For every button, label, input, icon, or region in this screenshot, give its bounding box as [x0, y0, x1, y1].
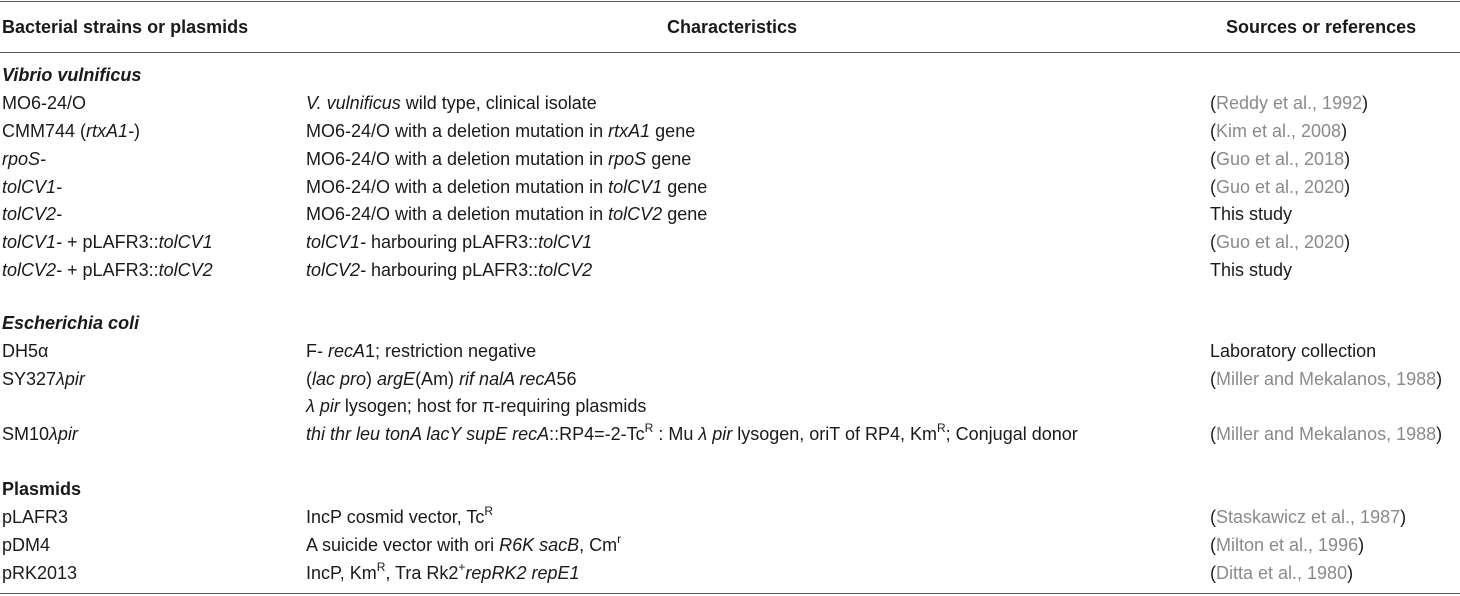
characteristics: MO6-24/O with a deletion mutation in rpoS gene	[306, 149, 692, 169]
characteristics: F- recA1; restriction negative	[306, 341, 537, 361]
reference-link[interactable]: (Staskawicz et al., 1987)	[1210, 507, 1407, 527]
header-strains: Bacterial strains or plasmids	[2, 17, 249, 37]
reference-text: This study	[1210, 260, 1293, 280]
reference-link[interactable]: (Guo et al., 2020)	[1210, 177, 1351, 197]
characteristics: MO6-24/O with a deletion mutation in tolCV2 gene	[306, 204, 708, 224]
characteristics: MO6-24/O with a deletion mutation in rtxA1 gene	[306, 121, 696, 141]
strain-name: SY327λpir	[2, 369, 85, 389]
strain-name: tolCV2-	[2, 204, 63, 224]
characteristics: IncP, $Km^R$, Tra Rk2+repRK2 repE1	[306, 560, 580, 583]
strain-name: tolCV1- + pLAFR3::tolCV1	[2, 232, 213, 252]
strain-name: CMM744 (rtxA1-)	[2, 121, 141, 141]
reference-link[interactable]: (Guo et al., 2020)	[1210, 232, 1351, 252]
header-rule	[0, 52, 1460, 53]
reference-link[interactable]: (Guo et al., 2018)	[1210, 149, 1351, 169]
characteristics: tolCV1- harbouring pLAFR3::tolCV1	[306, 232, 593, 252]
strain-name: tolCV2- + pLAFR3::tolCV2	[2, 260, 213, 280]
reference-link[interactable]: (Milton et al., 1996)	[1210, 535, 1365, 555]
strain-name: SM10λpir	[2, 424, 78, 444]
reference-text: This study	[1210, 204, 1293, 224]
reference-text: Laboratory collection	[1210, 341, 1377, 361]
strain-name: tolCV1-	[2, 177, 63, 197]
header-characteristics: Characteristics	[667, 17, 798, 37]
reference-link[interactable]: (Kim et al., 2008)	[1210, 121, 1348, 141]
reference-link[interactable]: (Miller and Mekalanos, 1988)	[1210, 369, 1443, 389]
characteristics-continued: λ pir lysogen; host for π-requiring plasmids	[306, 396, 647, 416]
characteristics: MO6-24/O with a deletion mutation in tolCV1 gene	[306, 177, 708, 197]
reference-link[interactable]: (Ditta et al., 1980)	[1210, 563, 1354, 583]
characteristics: V. vulnificus wild type, clinical isolate	[306, 93, 597, 113]
strain-name: pLAFR3	[2, 507, 69, 527]
characteristics: thi thr leu tonA lacY supE $recA::RP4=-2-Tc^R$ : Mu λ pir lysogen, oriT of RP4, $Km^R$; Conjugal donor	[306, 421, 1078, 444]
strain-name: pDM4	[2, 535, 51, 555]
header-sources: Sources or references	[1226, 17, 1417, 37]
reference-link[interactable]: (Reddy et al., 1992)	[1210, 93, 1369, 113]
group-ecoli: Escherichia coli	[2, 313, 140, 333]
top-rule	[0, 1, 1460, 2]
characteristics: (lac pro) argE(Am) rif nalA recA56	[306, 369, 577, 389]
characteristics: IncP cosmid vector, $Tc^R$	[306, 504, 494, 527]
characteristics: tolCV2- harbouring pLAFR3::tolCV2	[306, 260, 593, 280]
characteristics: A suicide vector with ori R6K sacB, Cm$^r$	[306, 532, 622, 555]
strain-name: rpoS-	[2, 149, 47, 169]
bottom-rule	[0, 593, 1460, 594]
strain-name: MO6-24/O	[2, 93, 87, 113]
reference-link[interactable]: (Miller and Mekalanos, 1988)	[1210, 424, 1443, 444]
strain-name: pRK2013	[2, 563, 78, 583]
group-plasmids: Plasmids	[2, 479, 82, 499]
group-vibrio: Vibrio vulnificus	[2, 65, 142, 85]
strain-name: DH5α	[2, 341, 49, 361]
